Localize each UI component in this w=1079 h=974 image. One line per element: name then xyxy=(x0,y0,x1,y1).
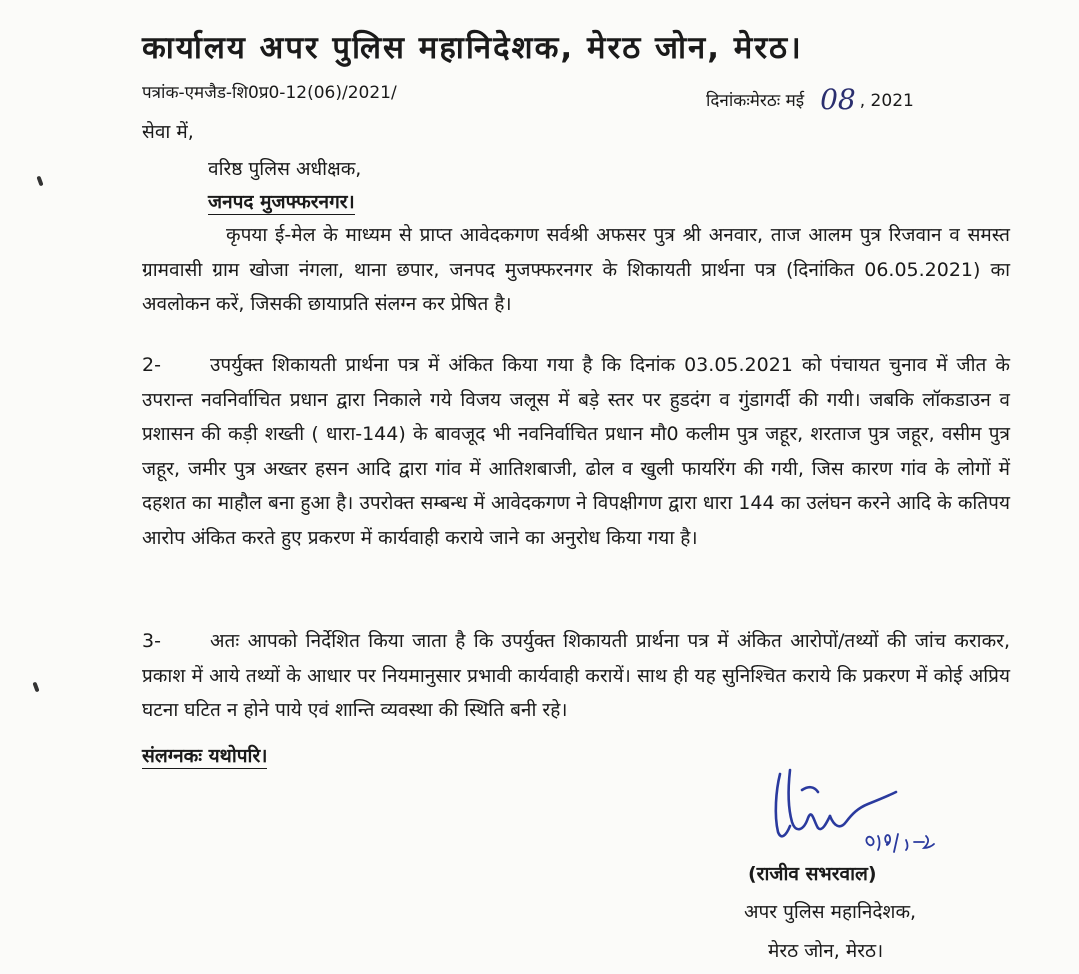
addressee-district-text: जनपद मुजफ्फरनगर। xyxy=(208,191,355,213)
date-suffix: , 2021 xyxy=(859,91,914,111)
addressee-designation: वरिष्ठ पुलिस अधीक्षक, xyxy=(208,158,362,180)
addressee-district xyxy=(208,188,355,214)
paragraph-3-number: 3- xyxy=(142,630,161,652)
salutation: सेवा में, xyxy=(142,121,194,143)
enclosure xyxy=(142,742,267,768)
scan-speck xyxy=(32,682,39,693)
paragraph-2-text: उपर्युक्त शिकायती प्रार्थना पत्र में अंकित किया गया है कि दिनांक 03.05.2021 को पंचायत चुनाव में जीत के उपरान्त नवनिर्वाचित प्रधान द्वारा निकाले गये विजय जलूस में बड़े स्तर पर हुडदंग व गुंडागर्दी की गयी। जबकि लॉकडाउन व प्रशासन की कड़ी शख्ती ( धारा-144) के बावजूद भी नवनिर्वाचित प्रधान मौ0 कलीम पुत्र जहूर, शरताज पुत्र जहूर, वसीम पुत्र जहूर, जमीर पुत्र अख्तर हसन आदि द्वारा गांव में आतिशबाजी, ढोल व खुली फायरिंग की गयी, जिस कारण गांव के लोगों में दहशत का माहौल बना हुआ है। उपरोक्त सम्बन्ध में आवेदकगण ने विपक्षीगण द्वारा धारा 144 का उलंघन करने आदि के कतिपय आरोप अंकित करते हुए प्रकरण में कार्यवाही कराये जाने का अनुरोध किया गया है। xyxy=(142,354,1010,549)
signature-block xyxy=(718,760,948,860)
reference-number: पत्रांक-एमजैड-शि0प्र0-12(06)/2021/ xyxy=(142,83,397,103)
paragraph-3 xyxy=(142,624,1010,728)
paragraph-1-text: कृपया ई-मेल के माध्यम से प्राप्त आवेदकगण सर्वश्री अफसर पुत्र श्री अनवार, ताज आलम पुत्र रिजवान व समस्त ग्रामवासी ग्राम खोजा नंगला, थाना छपार, जनपद मुजफ्फरनगर के शिकायती प्रार्थना पत्र (दिनांकित 06.05.2021) का अवलोकन करें, जिसकी छायाप्रति संलग्न कर प्रेषित है। xyxy=(142,224,1010,315)
paragraph-2 xyxy=(142,348,1010,555)
scan-speck xyxy=(36,176,43,187)
paragraph-2-number: 2- xyxy=(142,354,161,376)
signatory-location: मेरठ जोन, मेरठ। xyxy=(768,940,884,962)
signatory-designation: अपर पुलिस महानिदेशक, xyxy=(744,901,917,923)
handwritten-signature-image xyxy=(718,760,948,860)
enclosure-text: संलग्नकः यथोपरि। xyxy=(142,745,268,767)
paragraph-1 xyxy=(142,218,1010,322)
letter-date xyxy=(706,80,914,116)
date-prefix: दिनांकःमेरठः मई xyxy=(706,91,805,111)
handwritten-date: 08 xyxy=(820,83,856,116)
paragraph-3-text: अतः आपको निर्देशित किया जाता है कि उपर्युक्त शिकायती प्रार्थना पत्र में अंकित आरोपों/तथ्यों की जांच कराकर, प्रकाश में आये तथ्यों के आधार पर नियमानुसार प्रभावी कार्यवाही करायें। साथ ही यह सुनिश्चित कराये कि प्रकरण में कोई अप्रिय घटना घटित न होने पाये एवं शान्ति व्यवस्था की स्थिति बनी रहे। xyxy=(142,630,1010,721)
office-title: कार्यालय अपर पुलिस महानिदेशक, मेरठ जोन, मेरठ। xyxy=(142,30,803,66)
signatory-name: (राजीव सभरवाल) xyxy=(748,863,877,885)
